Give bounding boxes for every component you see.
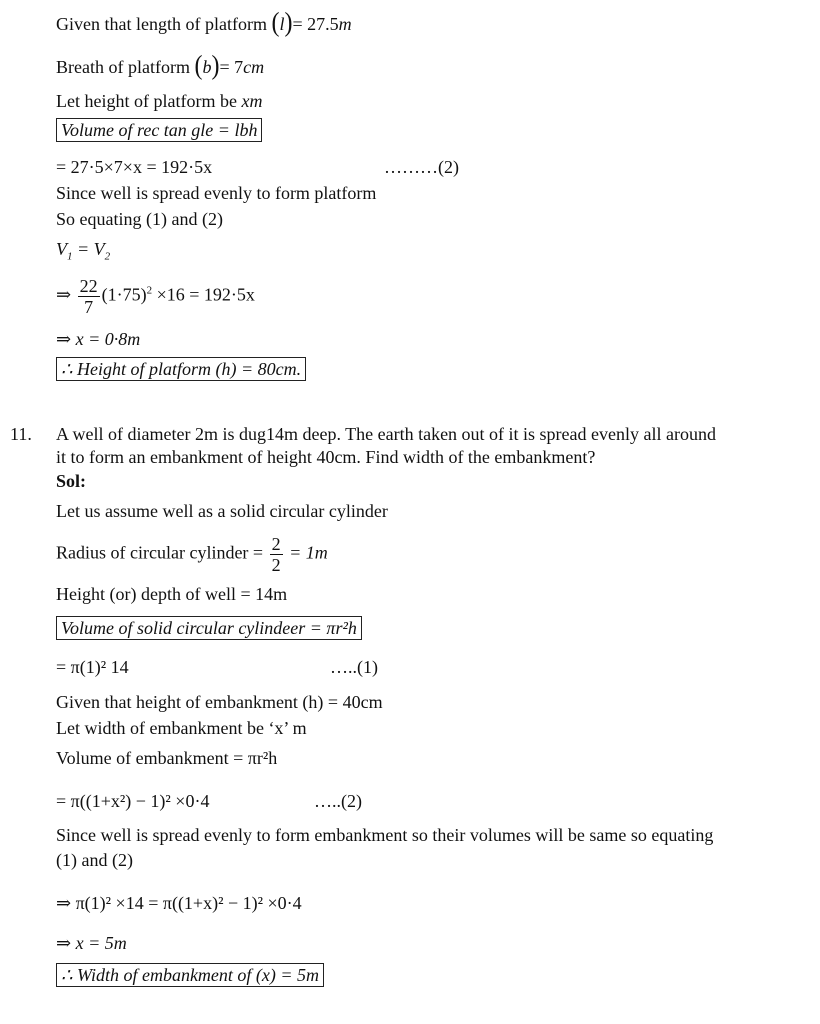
height-label: Let height of platform be [56, 91, 237, 111]
spread-statement [56, 182, 376, 204]
sol-label: Sol: [56, 471, 87, 491]
platform-volume-calc [56, 156, 212, 178]
radius-label: Radius of circular cylinder = [56, 542, 264, 563]
emb-width-text: Let width of embankment be ‘x’ m [56, 718, 307, 738]
radius-den: 2 [271, 555, 281, 575]
equating-text: So equating (1) and (2) [56, 209, 223, 229]
embankment-width-conclusion [56, 964, 324, 986]
emb-height-text: Given that height of embankment (h) = 40cm [56, 692, 383, 712]
final-equation [56, 892, 302, 914]
eq-a-exp: 2 [146, 284, 153, 297]
platform-length-label: Given that length of platform [56, 14, 267, 34]
eq-b: ×16 = 192·5x [156, 284, 255, 305]
question-text-line2 [56, 446, 595, 468]
spread-text: Since well is spread evenly to form platform [56, 183, 377, 203]
height-var: xm [241, 91, 263, 111]
equation-ref-1 [330, 656, 378, 678]
equation-2 [56, 790, 209, 812]
calc-text: = 27·5×7×x = 192·5x [56, 157, 213, 177]
spread-statement-2-line1 [56, 824, 713, 846]
eq2-text: = π((1+x²) − 1)² ×0·4 [56, 791, 210, 811]
radius-val: = 1m [289, 542, 328, 563]
cylinder-volume-box: Volume of solid circular cylindeer = πr²h [56, 616, 362, 640]
length-val: = 27.5 [292, 14, 339, 34]
implies-arrow: ⇒ [56, 284, 72, 305]
calc-ref: ………(2) [384, 157, 459, 177]
x-result: x = 0·8m [75, 329, 141, 349]
equating-statement [56, 208, 223, 230]
radius-num: 2 [271, 534, 281, 554]
breadth-var: b [202, 57, 212, 77]
question-number [10, 423, 32, 445]
frac-num: 22 [79, 276, 98, 296]
assumption-line [56, 500, 388, 522]
platform-height-line [56, 90, 262, 112]
final-equation-text: ⇒ π(1)² ×14 = π((1+x)² − 1)² ×0·4 [56, 893, 302, 913]
x-result-line [56, 328, 140, 350]
therefore-symbol: ∴ [61, 359, 73, 379]
fraction-22-7 [78, 276, 100, 317]
equation-ref-2 [384, 156, 459, 178]
q-text-1: A well of diameter 2m is dug14m deep. The earth taken out of it is spread evenly all around [56, 424, 716, 444]
conclusion-box [56, 357, 306, 381]
platform-height-conclusion [56, 358, 306, 380]
width-result: ⇒ x = 5m [56, 933, 127, 953]
question-text-line1 [56, 423, 716, 445]
radius-fraction [270, 534, 283, 575]
equation-ref-2b [314, 790, 362, 812]
breadth-val: = 7 [219, 57, 244, 77]
rectangle-volume-formula [56, 119, 262, 141]
v1-sub: 1 [67, 250, 73, 263]
v2-sub: 2 [104, 250, 111, 263]
embankment-volume-line [56, 747, 277, 769]
volume-equality [56, 238, 110, 268]
length-var: l [279, 14, 285, 34]
equation-1 [56, 656, 129, 678]
radius-line [56, 534, 328, 575]
depth-line [56, 583, 287, 605]
cylinder-volume-formula [56, 617, 362, 639]
q-number: 11. [10, 424, 32, 444]
v1: V [56, 239, 67, 259]
implies-arrow-2: ⇒ [56, 329, 72, 349]
eq1-text: = π(1)² 14 [56, 657, 129, 677]
breadth-unit: cm [243, 57, 265, 77]
spread2-text-1: Since well is spread evenly to form embankment so their volumes will be same so equating [56, 825, 714, 845]
volume-equation [56, 276, 255, 317]
eq1-ref: …..(1) [330, 657, 378, 677]
platform-length-line: Given that length of platform (l)= 27.5m [56, 8, 352, 38]
emb-vol-text: Volume of embankment = πr²h [56, 748, 278, 768]
embankment-height-line [56, 691, 383, 713]
eq2-ref: …..(2) [314, 791, 362, 811]
rectangle-volume-box: Volume of rec tan gle = lbh [56, 118, 262, 142]
eq-a: (1·75) [101, 284, 147, 305]
v2: = V [77, 239, 105, 259]
spread2-text-2: (1) and (2) [56, 850, 133, 870]
depth-text: Height (or) depth of well = 14m [56, 584, 288, 604]
length-unit: m [338, 14, 352, 34]
embankment-width-line [56, 717, 307, 739]
spread-statement-2-line2 [56, 849, 133, 871]
assume-text: Let us assume well as a solid circular cylinder [56, 501, 388, 521]
solution-heading [56, 470, 86, 492]
platform-breadth-line: Breath of platform (b)= 7cm [56, 51, 265, 81]
width-result-line [56, 932, 127, 954]
q-text-2: it to form an embankment of height 40cm. Find width of the embankment? [56, 447, 596, 467]
width-conclusion-box: ∴ Width of embankment of (x) = 5m [56, 963, 324, 987]
frac-den: 7 [84, 297, 94, 317]
conclusion-text: Height of platform (h) = 80cm. [76, 359, 302, 379]
platform-breadth-label: Breath of platform [56, 57, 190, 77]
